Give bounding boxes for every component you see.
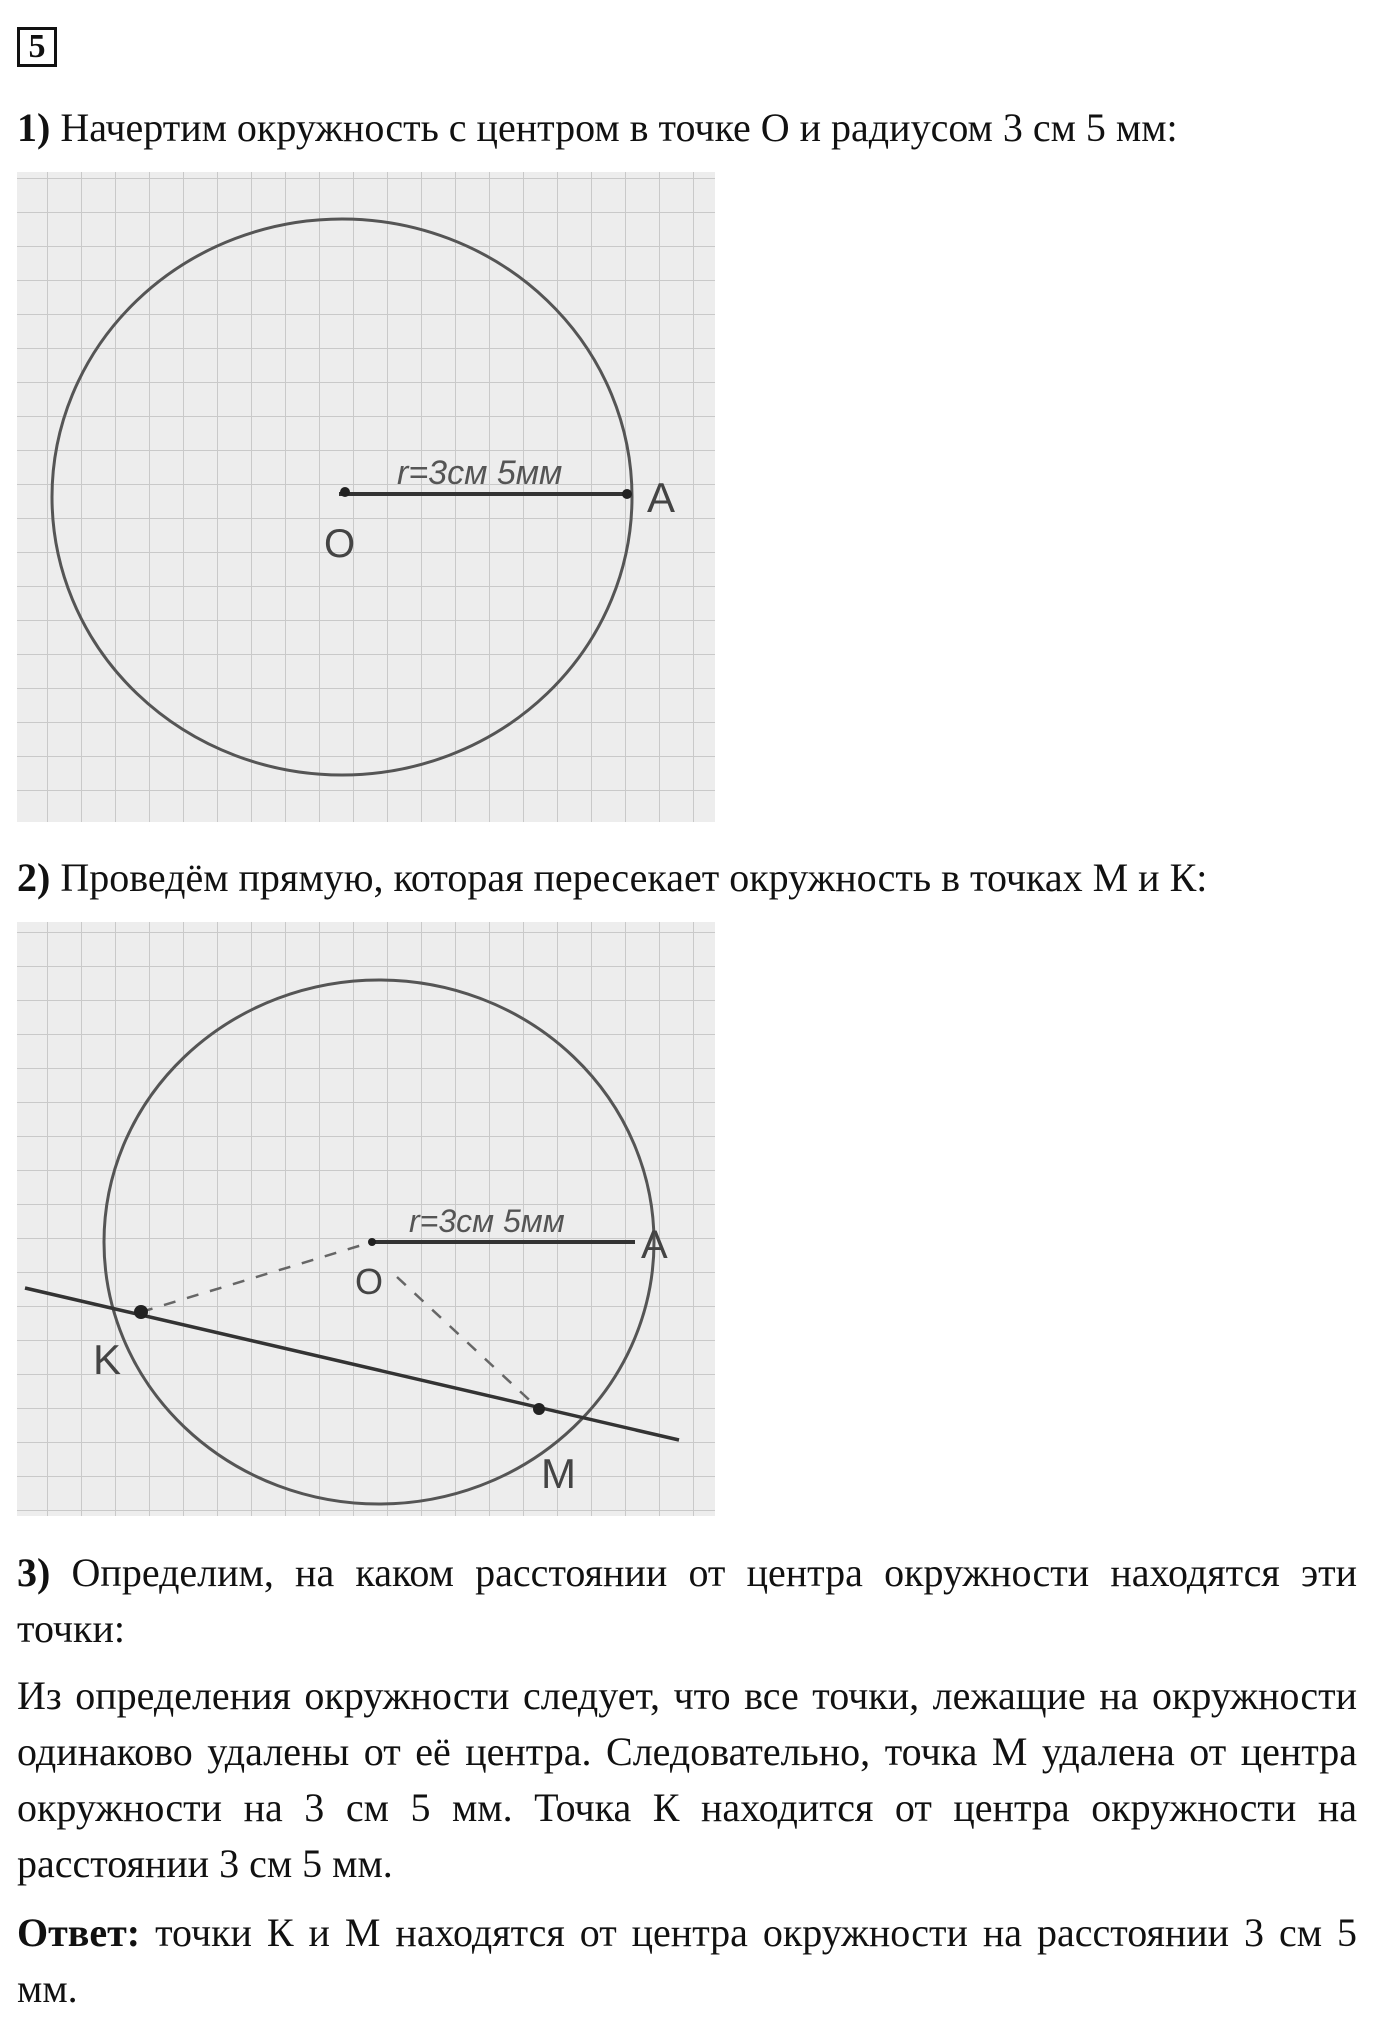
step-2-heading bbox=[17, 850, 1357, 906]
center-label-o: O bbox=[355, 1261, 384, 1302]
answer-paragraph bbox=[17, 1905, 1357, 2017]
step-3-text: Определим, на каком расстоянии от центра окружности находятся эти точки: bbox=[17, 1550, 1358, 1651]
figure-2-photo bbox=[17, 922, 715, 1516]
figure-1-photo bbox=[17, 172, 715, 822]
radius-label: r=3см 5мм bbox=[397, 454, 563, 492]
step-3-number: 3) bbox=[17, 1550, 51, 1595]
task-number: 5 bbox=[28, 28, 46, 65]
point-m bbox=[533, 1403, 545, 1415]
point-a bbox=[622, 489, 632, 499]
task-number-box bbox=[17, 27, 57, 67]
explanation-text: Из определения окружности следует, что все точки, лежащие на окружности одинаково удалены от её центра. Следовательно, точка М удалена от центра окружности на 3 см 5 мм. Точка К находится от центра окружности на расстоянии 3 см 5 мм. bbox=[17, 1673, 1357, 1886]
answer-text: точки К и М находятся от центра окружности на расстоянии 3 см 5 мм. bbox=[17, 1910, 1358, 2011]
center-point-o bbox=[368, 1238, 376, 1246]
point-m-label: M bbox=[541, 1450, 576, 1497]
point-k-label: K bbox=[93, 1336, 122, 1383]
point-a-label: A bbox=[647, 474, 676, 521]
grid-paper bbox=[17, 172, 715, 822]
answer-label: Ответ: bbox=[17, 1910, 141, 1955]
step-2-text: Проведём прямую, которая пересекает окружность в точках М и К: bbox=[60, 855, 1208, 900]
step-3-paragraph bbox=[17, 1545, 1357, 1657]
figure-1-drawing bbox=[17, 172, 715, 822]
point-a-label: A bbox=[641, 1223, 668, 1267]
step-1-number: 1) bbox=[17, 105, 51, 150]
point-k bbox=[134, 1305, 148, 1319]
figure-2-drawing bbox=[17, 922, 715, 1516]
explanation-paragraph bbox=[17, 1668, 1357, 1892]
radius-label: r=3см 5мм bbox=[409, 1203, 565, 1239]
step-2-number: 2) bbox=[17, 855, 51, 900]
center-point-o bbox=[340, 487, 350, 497]
step-1-heading bbox=[17, 100, 1357, 156]
step-1-text: Начертим окружность с центром в точке О и радиусом 3 см 5 мм: bbox=[60, 105, 1178, 150]
center-label-o: O bbox=[324, 522, 356, 566]
grid-paper bbox=[17, 922, 715, 1516]
